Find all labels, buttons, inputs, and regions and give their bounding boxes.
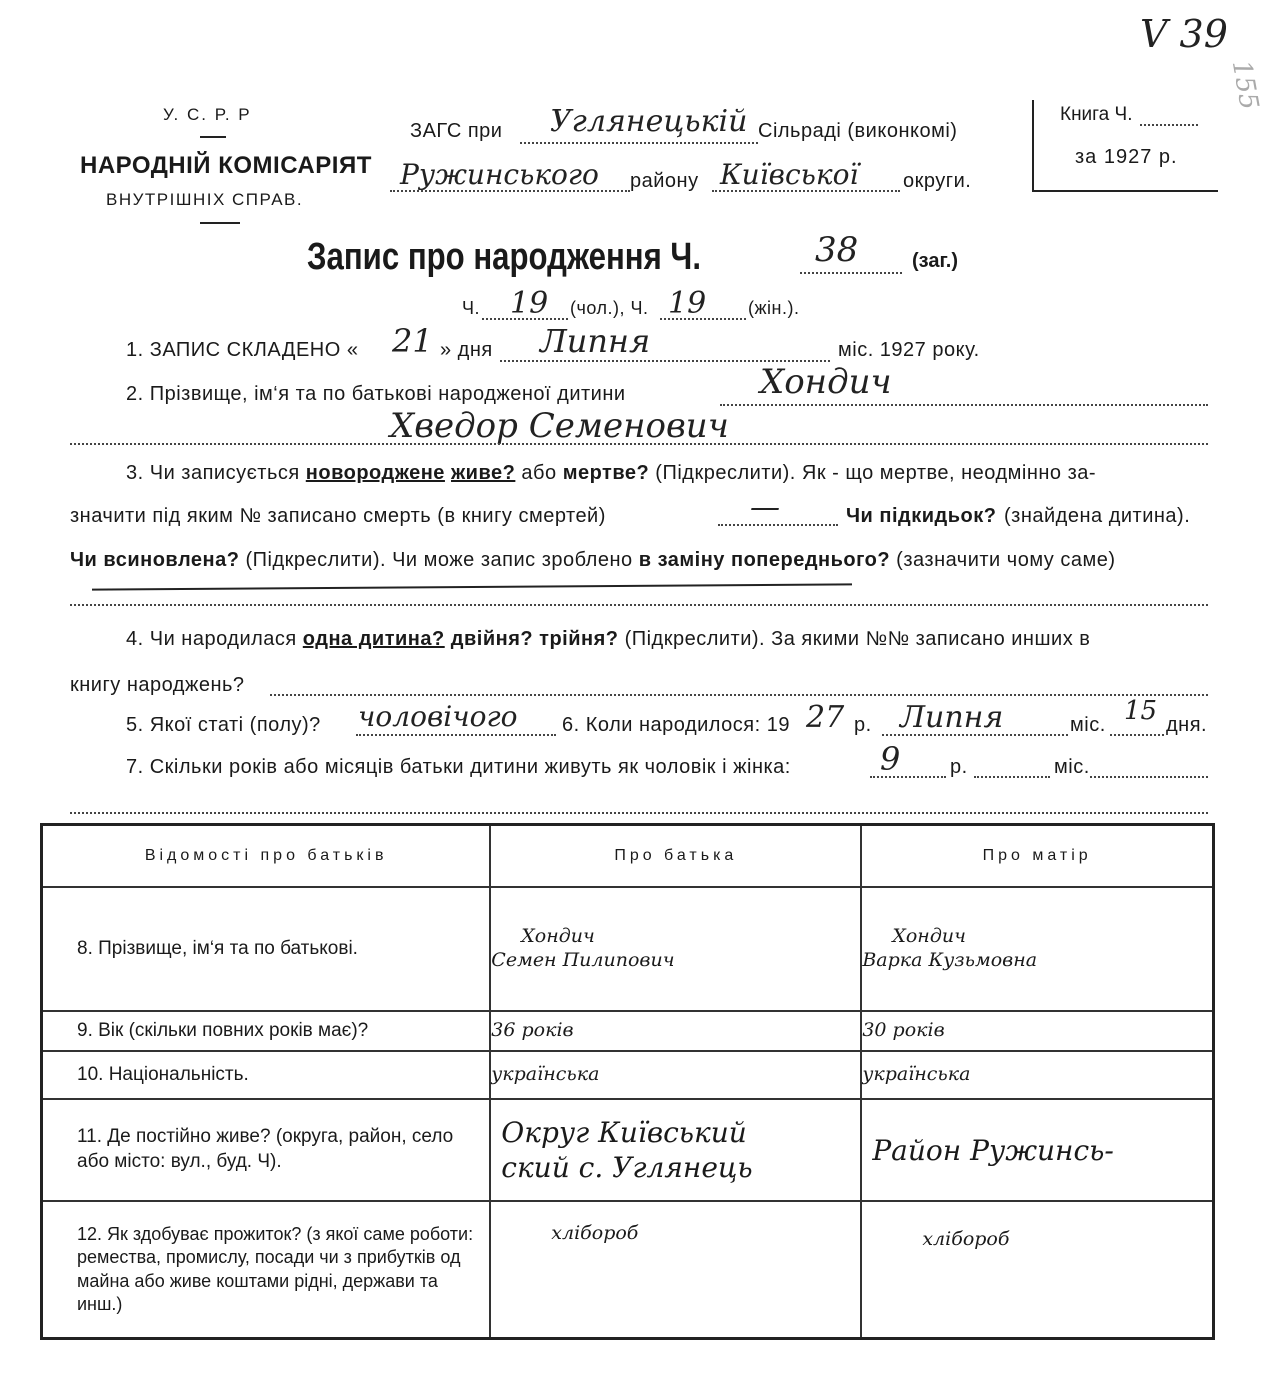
mother-cell: 30 років (861, 1011, 1213, 1051)
item4-line2: книгу народжень? (70, 674, 245, 696)
item3-part1: 3. Чи записується (126, 462, 300, 484)
father-line: ский с. Углянець (501, 1151, 753, 1184)
item1-label: 1. ЗАПИС СКЛАДЕНО « (126, 339, 359, 361)
item3-line3 (70, 549, 1116, 572)
birth-year: 27 (806, 700, 845, 735)
item2-label: 2. Прізвище, ім‘я та по батькові народженої дитини (126, 383, 626, 405)
item4-line1 (126, 628, 1090, 651)
district-handwritten: Ружинського (400, 158, 599, 191)
fill-line (800, 272, 902, 274)
fill-line (712, 190, 900, 192)
fill-line (70, 443, 1208, 445)
divider (200, 136, 226, 138)
newborn-option: новороджене (305, 462, 445, 484)
or-text: або (521, 462, 557, 484)
record-number: 38 (815, 230, 859, 270)
fill-line (356, 734, 556, 736)
female-label: (жін.). (748, 298, 800, 318)
box-border-left (1032, 100, 1034, 192)
month-label: міс. (1070, 714, 1106, 736)
fill-line (70, 604, 1208, 606)
fill-line (482, 318, 568, 320)
okrug-handwritten: Київської (720, 158, 859, 191)
fill-line (70, 812, 1208, 814)
row-label: 10. Національність. (42, 1051, 491, 1099)
header-info: Відомості про батьків (42, 825, 491, 888)
months-label: міс. (1054, 756, 1090, 778)
fill-line (974, 776, 1050, 778)
years-label: р. (950, 756, 968, 778)
table-row (42, 1201, 1214, 1339)
fill-line (390, 190, 630, 192)
dead-option: мертве? (562, 462, 650, 484)
father-cell (490, 887, 861, 1011)
zags-prefix: ЗАГС при (410, 120, 503, 142)
item3-line2: значити під яким № записано смерть (в книгу смертей) (70, 505, 606, 527)
child-surname: Хондич (760, 362, 892, 402)
archive-number: V 39 (1140, 12, 1228, 56)
sub-prefix: Ч. (462, 298, 480, 318)
father-line: Семен Пилипович (491, 949, 675, 971)
book-label: Книга Ч. (1060, 104, 1133, 125)
table-row (42, 887, 1214, 1011)
male-label: (чол.), Ч. (570, 298, 649, 318)
record-suffix: (заг.) (912, 250, 959, 272)
item1-month: Липня (540, 322, 651, 360)
zags-suffix: Сільраді (виконкомі) (758, 120, 958, 142)
day-label: дня. (1166, 714, 1208, 736)
divider (200, 222, 240, 224)
fill-line (870, 776, 946, 778)
header-mother: Про матір (861, 825, 1213, 888)
father-line: Округ Київський (501, 1116, 747, 1149)
item7-label: 7. Скільки років або місяців батьки дитини живуть як чоловік і жінка: (126, 756, 791, 778)
birth-month: Липня (900, 700, 1004, 735)
table-row (42, 1051, 1214, 1099)
fill-line (1110, 734, 1164, 736)
alive-option: живе? (451, 462, 516, 484)
parents-table (40, 823, 1215, 1340)
strike-line (92, 583, 852, 590)
fill-line (882, 734, 1068, 736)
twins-option: двійня? (450, 628, 534, 650)
record-title: Запис про народження Ч. (307, 236, 701, 278)
district-label: району (630, 170, 699, 192)
archive-side-number: 155 (1225, 57, 1264, 113)
republic-label: У. С. Р. Р (163, 105, 252, 124)
married-years: 9 (880, 740, 901, 778)
father-cell: українська (490, 1051, 861, 1099)
item1-day-label: » дня (440, 339, 493, 361)
found-note: (знайдена дитина). (1004, 505, 1191, 527)
item5-label: 5. Якої статі (полу)? (126, 714, 321, 736)
father-cell (490, 1099, 861, 1201)
child-sex: чоловічого (358, 700, 518, 733)
mother-line: Варка Кузьмовна (862, 949, 1038, 971)
village-handwritten: Углянецькій (550, 104, 748, 139)
row-label: 12. Як здобуває прожиток? (з якої саме роботи: ремества, промислу, посади чи з прибутків од майна або живе коштами рідні, держави та инш.) (42, 1201, 491, 1339)
mother-cell: Район Ружинсь- (861, 1099, 1213, 1201)
fill-line (520, 142, 758, 144)
year-suffix: р. (854, 714, 872, 736)
father-cell: 36 років (490, 1011, 861, 1051)
death-dash: — (750, 490, 780, 525)
replacement-question: в заміну попереднього? (638, 549, 891, 571)
box-border-bottom (1032, 190, 1218, 192)
table-header-row (42, 825, 1214, 888)
female-number: 19 (668, 286, 707, 321)
foundling-question: Чи підкидьок? (846, 505, 997, 527)
item1-day: 21 (392, 322, 433, 360)
male-number: 19 (510, 286, 549, 321)
row-label: 8. Прізвище, ім‘я та по батькові. (42, 887, 491, 1011)
triplets-option: трійня? (539, 628, 619, 650)
table-row (42, 1099, 1214, 1201)
header-father: Про батька (490, 825, 861, 888)
fill-line (270, 694, 1208, 696)
mother-cell: хлібороб (861, 1201, 1213, 1339)
fill-line (1090, 776, 1208, 778)
item4-part1: 4. Чи народилася (126, 628, 297, 650)
child-name: Хведор Семенович (390, 406, 729, 446)
fill-line (720, 404, 1208, 406)
father-line: Хондич (521, 925, 595, 948)
reason-note: (зазначити чому саме) (896, 549, 1116, 571)
item1-suffix: міс. 1927 року. (838, 339, 980, 361)
mother-line: Хондич (892, 925, 966, 948)
row-label: 11. Де постійно живе? (округа, район, село або місто: вул., буд. Ч). (42, 1099, 491, 1201)
commissariat-title: НАРОДНІЙ КОМІСАРІЯТ (80, 152, 372, 179)
birth-day: 15 (1124, 696, 1158, 726)
item3-part3: (Підкреслити). Чи може запис зроблено (245, 549, 633, 571)
row-label: 9. Вік (скільки повних років має)? (42, 1011, 491, 1051)
father-cell: хлібороб (490, 1201, 861, 1339)
fill-line (1140, 124, 1198, 126)
adopted-question: Чи всиновлена? (70, 549, 240, 571)
item3-part2: (Підкреслити). Як - що мертве, неодмінно за- (655, 462, 1097, 484)
mother-cell: українська (861, 1051, 1213, 1099)
book-year: за 1927 р. (1075, 146, 1178, 168)
item6-label: 6. Коли народилося: 19 (562, 714, 790, 736)
one-child-option: одна дитина? (302, 628, 445, 650)
mother-cell (861, 887, 1213, 1011)
item3-line1 (126, 462, 1096, 485)
department-label: ВНУТРІШНІХ СПРАВ. (106, 190, 304, 209)
okrug-label: округи. (903, 170, 972, 192)
fill-line (660, 318, 746, 320)
table-row (42, 1011, 1214, 1051)
item4-part2: (Підкреслити). За якими №№ записано инших в (624, 628, 1091, 650)
